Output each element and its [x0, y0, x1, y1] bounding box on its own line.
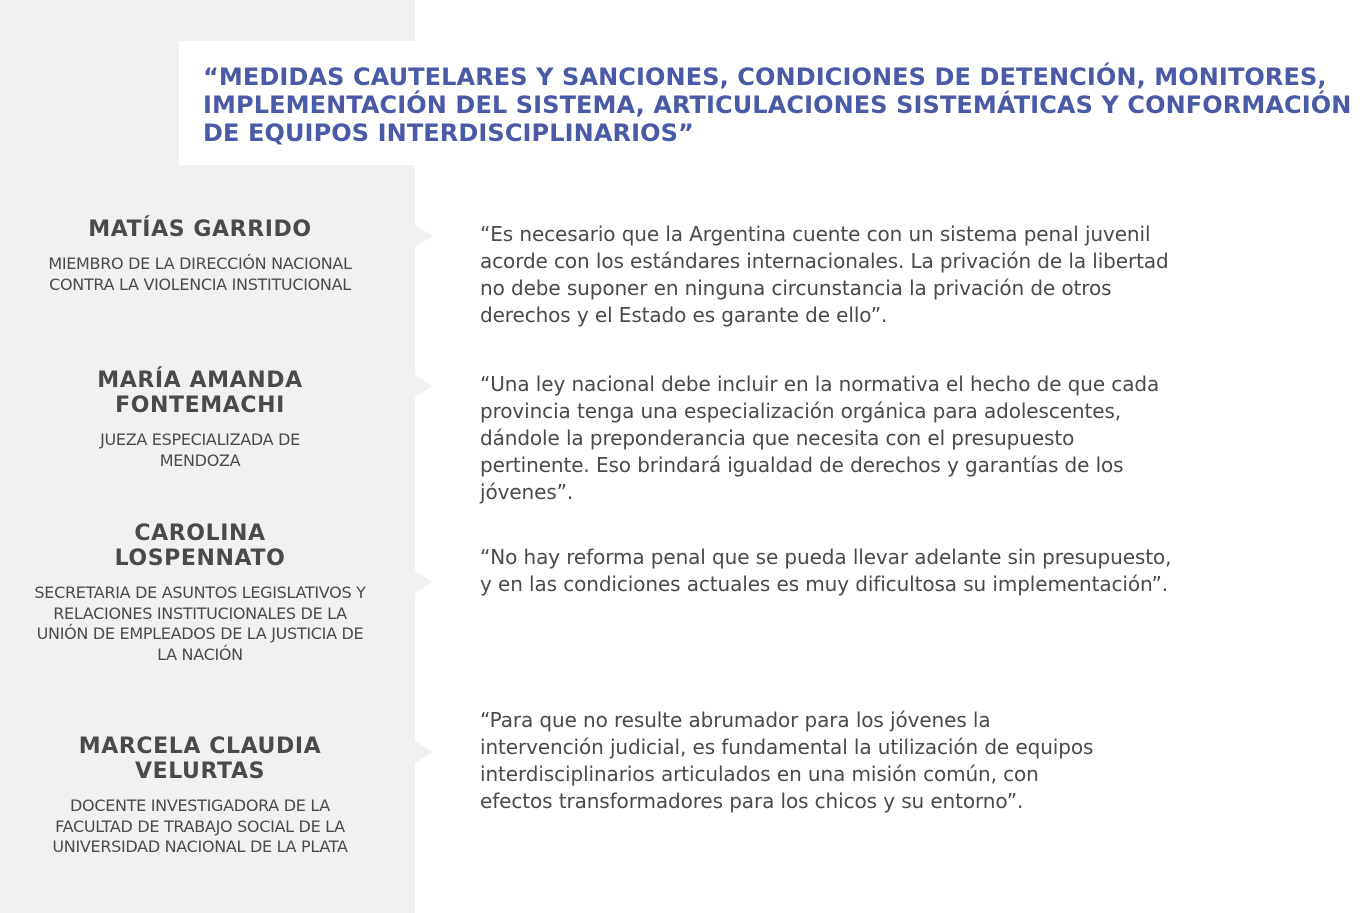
person-role: MIEMBRO DE LA DIRECCIÓN NACIONAL CONTRA LA VIOLENCIA INSTITUCIONAL	[48, 254, 352, 294]
person-card-fontemachi	[30, 368, 370, 471]
quote-text: “No hay reforma penal que se pueda llevar adelante sin presupuesto, y en las condiciones actuales es muy dificultosa su implementación”.	[480, 545, 1172, 596]
pointer-arrow	[415, 571, 433, 593]
quote-text: “Es necesario que la Argentina cuente con un sistema penal juvenil acorde con los estándares internacionales. La privación de la libertad no debe suponer en ninguna circunstancia la privación de otros derechos y el Estado es garante de ello”.	[480, 222, 1169, 327]
person-role: SECRETARIA DE ASUNTOS LEGISLATIVOS Y RELACIONES INSTITUCIONALES DE LA UNIÓN DE EMPLEADOS DE LA JUSTICIA DE LA NACIÓN	[34, 583, 366, 664]
pointer-arrow	[415, 741, 433, 763]
person-role: DOCENTE INVESTIGADORA DE LA FACULTAD DE TRABAJO SOCIAL DE LA UNIVERSIDAD NACIONAL DE LA PLATA	[52, 796, 348, 856]
person-name: MARÍA AMANDA FONTEMACHI	[97, 368, 303, 418]
pointer-arrow	[415, 225, 433, 247]
person-name: MARCELA CLAUDIA VELURTAS	[78, 734, 322, 784]
person-card-garrido	[30, 217, 370, 295]
title-box	[179, 41, 1369, 165]
quote-text: “Para que no resulte abrumador para los jóvenes la intervención judicial, es fundamental la utilización de equipos interdisciplinarios articulados en una misión común, con efectos transformadores para los chicos y su entorno”.	[480, 708, 1094, 813]
person-role: JUEZA ESPECIALIZADA DE MENDOZA	[100, 430, 300, 470]
page-title: “MEDIDAS CAUTELARES Y SANCIONES, CONDICIONES DE DETENCIÓN, MONITORES, IMPLEMENTACIÓN DEL SISTEMA, ARTICULACIONES SISTEMÁTICAS Y CONFORMACIÓN DE EQUIPOS INTERDISCIPLINARIOS”	[203, 63, 1352, 147]
person-name: CAROLINA LOSPENNATO	[114, 521, 286, 571]
person-card-velurtas	[30, 734, 370, 858]
person-name: MATÍAS GARRIDO	[88, 217, 312, 242]
quote-text: “Una ley nacional debe incluir en la normativa el hecho de que cada provincia tenga una especialización orgánica para adolescentes, dándole la preponderancia que necesita con el presupuesto pertinente. Eso brindará igualdad de derechos y garantías de los jóvenes”.	[480, 372, 1160, 504]
pointer-arrow	[415, 375, 433, 397]
person-card-lospennato	[30, 521, 370, 665]
